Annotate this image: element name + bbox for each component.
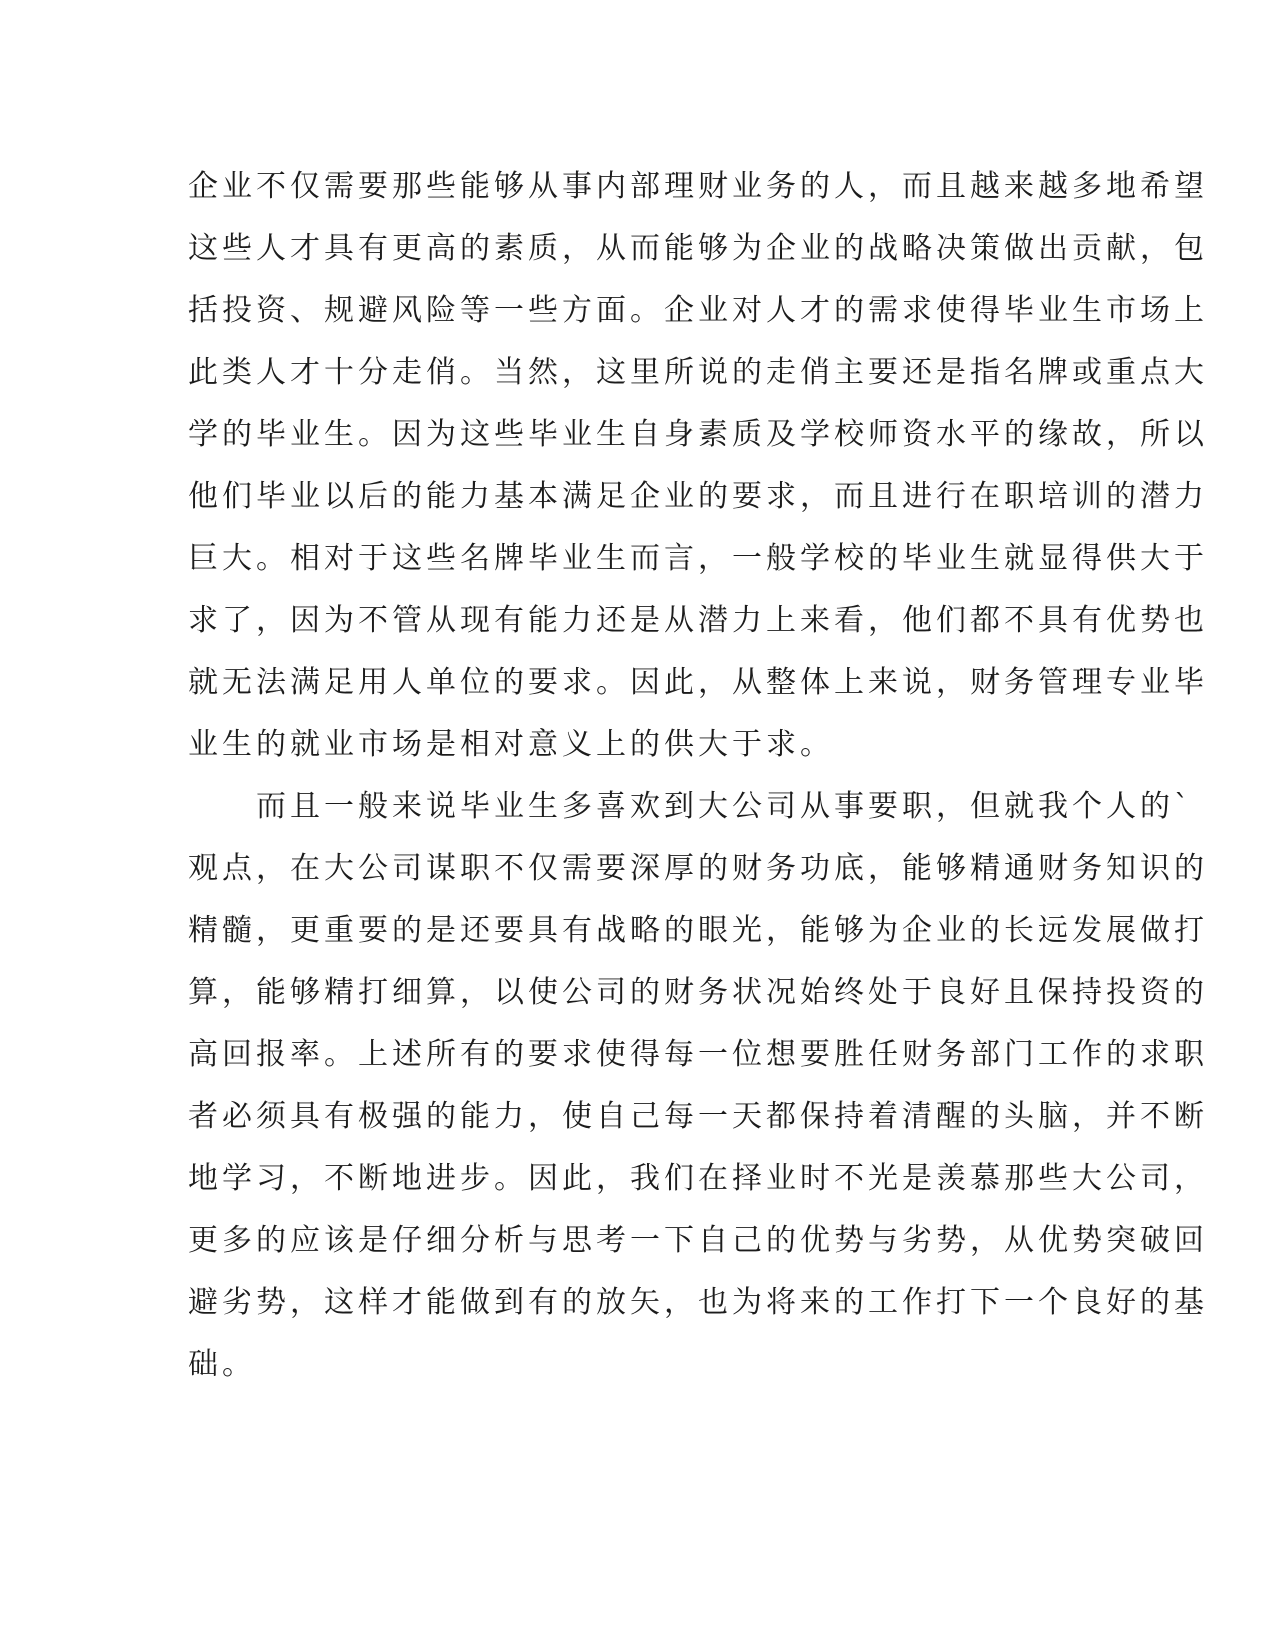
text-line: 业生的就业市场是相对意义上的供大于求。	[188, 727, 834, 762]
text-line: 他们毕业以后的能力基本满足企业的要求，而且进行在职培训的潜力	[188, 479, 1208, 514]
text-line: 这些人才具有更高的素质，从而能够为企业的战略决策做出贡献，包	[188, 231, 1208, 266]
text-line-indented: 而且一般来说毕业生多喜欢到大公司从事要职，但就我个人的`	[256, 789, 1193, 824]
text-line: 括投资、规避风险等一些方面。企业对人才的需求使得毕业生市场上	[188, 293, 1208, 328]
text-line: 者必须具有极强的能力，使自己每一天都保持着清醒的头脑，并不断	[188, 1099, 1208, 1134]
text-line: 精髓，更重要的是还要具有战略的眼光，能够为企业的长远发展做打	[188, 913, 1208, 948]
document-body	[188, 156, 1208, 1396]
text-line: 就无法满足用人单位的要求。因此，从整体上来说，财务管理专业毕	[188, 665, 1208, 700]
text-line: 算，能够精打细算，以使公司的财务状况始终处于良好且保持投资的	[188, 975, 1208, 1010]
text-line: 高回报率。上述所有的要求使得每一位想要胜任财务部门工作的求职	[188, 1037, 1208, 1072]
text-line: 地学习，不断地进步。因此，我们在择业时不光是羡慕那些大公司，	[188, 1161, 1208, 1196]
text-line: 求了，因为不管从现有能力还是从潜力上来看，他们都不具有优势也	[188, 603, 1208, 638]
text-line: 企业不仅需要那些能够从事内部理财业务的人，而且越来越多地希望	[188, 169, 1208, 204]
text-line: 础。	[188, 1347, 256, 1382]
text-line: 此类人才十分走俏。当然，这里所说的走俏主要还是指名牌或重点大	[188, 355, 1208, 390]
text-line: 更多的应该是仔细分析与思考一下自己的优势与劣势，从优势突破回	[188, 1223, 1208, 1258]
text-line: 观点，在大公司谋职不仅需要深厚的财务功底，能够精通财务知识的	[188, 851, 1208, 886]
text-line: 避劣势，这样才能做到有的放矢，也为将来的工作打下一个良好的基	[188, 1285, 1208, 1320]
text-line: 学的毕业生。因为这些毕业生自身素质及学校师资水平的缘故，所以	[188, 417, 1208, 452]
text-line: 巨大。相对于这些名牌毕业生而言，一般学校的毕业生就显得供大于	[188, 541, 1208, 576]
